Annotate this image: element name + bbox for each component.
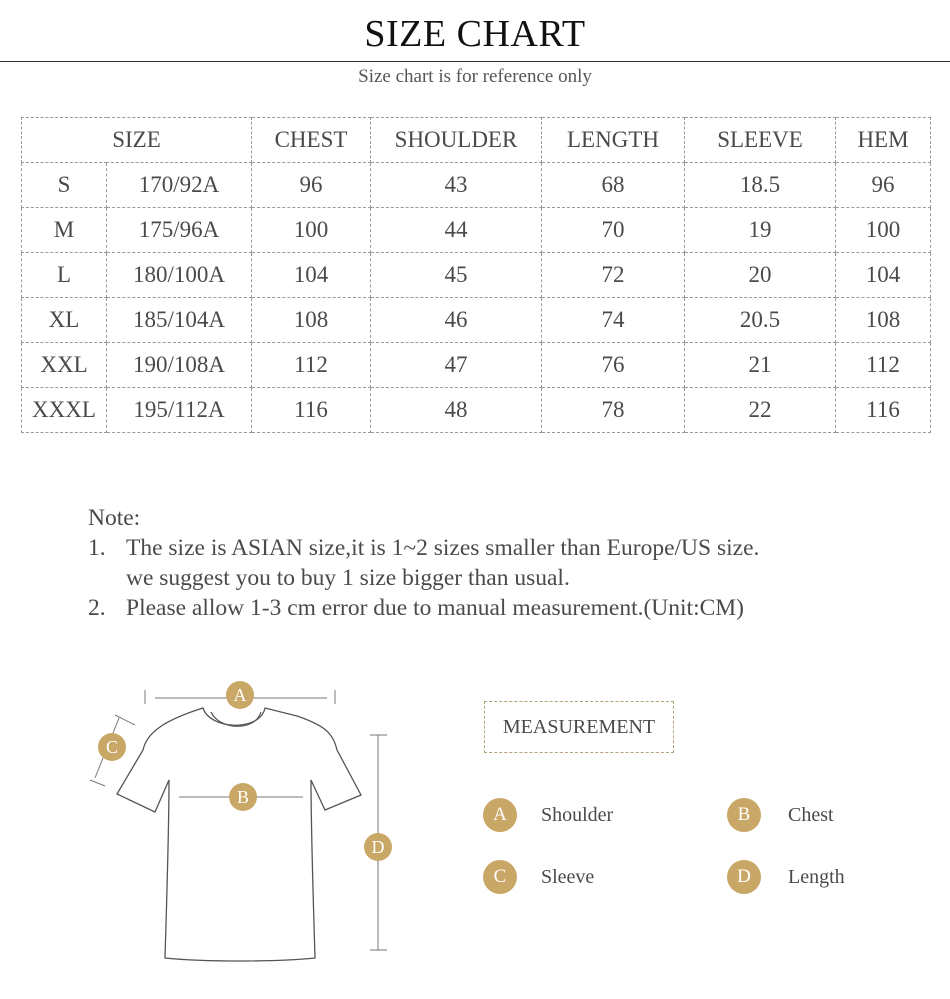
cell-size: XL bbox=[22, 298, 107, 343]
header-hem: HEM bbox=[836, 118, 931, 163]
legend-badge-c: C bbox=[483, 860, 517, 894]
tshirt-diagram bbox=[85, 670, 405, 970]
cell-hem: 104 bbox=[836, 253, 931, 298]
table-row bbox=[22, 298, 931, 343]
cell-height-chest: 195/112A bbox=[107, 388, 252, 433]
cell-chest: 96 bbox=[252, 163, 371, 208]
cell-chest: 104 bbox=[252, 253, 371, 298]
notes-heading: Note: bbox=[88, 505, 141, 531]
note-number: 1. bbox=[88, 535, 106, 561]
table-header-row bbox=[22, 118, 931, 163]
note-item-1 bbox=[88, 533, 759, 563]
cell-shoulder: 43 bbox=[371, 163, 542, 208]
cell-shoulder: 44 bbox=[371, 208, 542, 253]
note-item-2 bbox=[88, 593, 759, 623]
cell-length: 74 bbox=[542, 298, 685, 343]
cell-hem: 112 bbox=[836, 343, 931, 388]
header-size: SIZE bbox=[22, 118, 252, 163]
measurement-title: MEASUREMENT bbox=[484, 701, 674, 753]
table-row bbox=[22, 343, 931, 388]
page-title: SIZE CHART bbox=[364, 13, 586, 55]
note-text-continuation: we suggest you to buy 1 size bigger than usual. bbox=[126, 565, 570, 591]
title-divider bbox=[0, 61, 950, 62]
legend-badge-d: D bbox=[727, 860, 761, 894]
cell-size: M bbox=[22, 208, 107, 253]
cell-height-chest: 190/108A bbox=[107, 343, 252, 388]
cell-chest: 116 bbox=[252, 388, 371, 433]
cell-length: 76 bbox=[542, 343, 685, 388]
marker-b-badge: B bbox=[229, 783, 257, 811]
cell-sleeve: 19 bbox=[685, 208, 836, 253]
cell-hem: 108 bbox=[836, 298, 931, 343]
cell-shoulder: 45 bbox=[371, 253, 542, 298]
cell-size: XXXL bbox=[22, 388, 107, 433]
cell-height-chest: 170/92A bbox=[107, 163, 252, 208]
cell-sleeve: 22 bbox=[685, 388, 836, 433]
notes-section bbox=[88, 503, 759, 623]
cell-hem: 100 bbox=[836, 208, 931, 253]
cell-hem: 116 bbox=[836, 388, 931, 433]
cell-height-chest: 180/100A bbox=[107, 253, 252, 298]
tshirt-outline-icon bbox=[85, 670, 405, 970]
cell-size: XXL bbox=[22, 343, 107, 388]
legend-badge-a: A bbox=[483, 798, 517, 832]
legend-badge-b: B bbox=[727, 798, 761, 832]
legend-label-sleeve: Sleeve bbox=[541, 866, 595, 888]
cell-height-chest: 175/96A bbox=[107, 208, 252, 253]
note-number: 2. bbox=[88, 595, 106, 621]
page-subtitle: Size chart is for reference only bbox=[358, 66, 592, 87]
cell-size: L bbox=[22, 253, 107, 298]
table-row bbox=[22, 208, 931, 253]
cell-size: S bbox=[22, 163, 107, 208]
cell-hem: 96 bbox=[836, 163, 931, 208]
header-shoulder: SHOULDER bbox=[371, 118, 542, 163]
cell-chest: 100 bbox=[252, 208, 371, 253]
legend-label-shoulder: Shoulder bbox=[541, 804, 614, 826]
note-text: Please allow 1-3 cm error due to manual measurement.(Unit:CM) bbox=[126, 595, 744, 621]
legend-label-length: Length bbox=[788, 866, 845, 888]
cell-sleeve: 21 bbox=[685, 343, 836, 388]
cell-sleeve: 20 bbox=[685, 253, 836, 298]
cell-chest: 112 bbox=[252, 343, 371, 388]
size-table bbox=[21, 117, 931, 433]
cell-length: 70 bbox=[542, 208, 685, 253]
cell-length: 72 bbox=[542, 253, 685, 298]
cell-chest: 108 bbox=[252, 298, 371, 343]
header-chest: CHEST bbox=[252, 118, 371, 163]
table-row bbox=[22, 253, 931, 298]
marker-d-badge: D bbox=[364, 833, 392, 861]
note-text: The size is ASIAN size,it is 1~2 sizes smaller than Europe/US size. bbox=[126, 535, 760, 561]
cell-sleeve: 20.5 bbox=[685, 298, 836, 343]
cell-shoulder: 48 bbox=[371, 388, 542, 433]
cell-shoulder: 47 bbox=[371, 343, 542, 388]
cell-length: 68 bbox=[542, 163, 685, 208]
cell-shoulder: 46 bbox=[371, 298, 542, 343]
cell-height-chest: 185/104A bbox=[107, 298, 252, 343]
marker-a-badge: A bbox=[226, 681, 254, 709]
table-row bbox=[22, 388, 931, 433]
header-length: LENGTH bbox=[542, 118, 685, 163]
cell-sleeve: 18.5 bbox=[685, 163, 836, 208]
header-sleeve: SLEEVE bbox=[685, 118, 836, 163]
cell-length: 78 bbox=[542, 388, 685, 433]
table-row bbox=[22, 163, 931, 208]
marker-c-badge: C bbox=[98, 733, 126, 761]
legend-label-chest: Chest bbox=[788, 804, 834, 826]
